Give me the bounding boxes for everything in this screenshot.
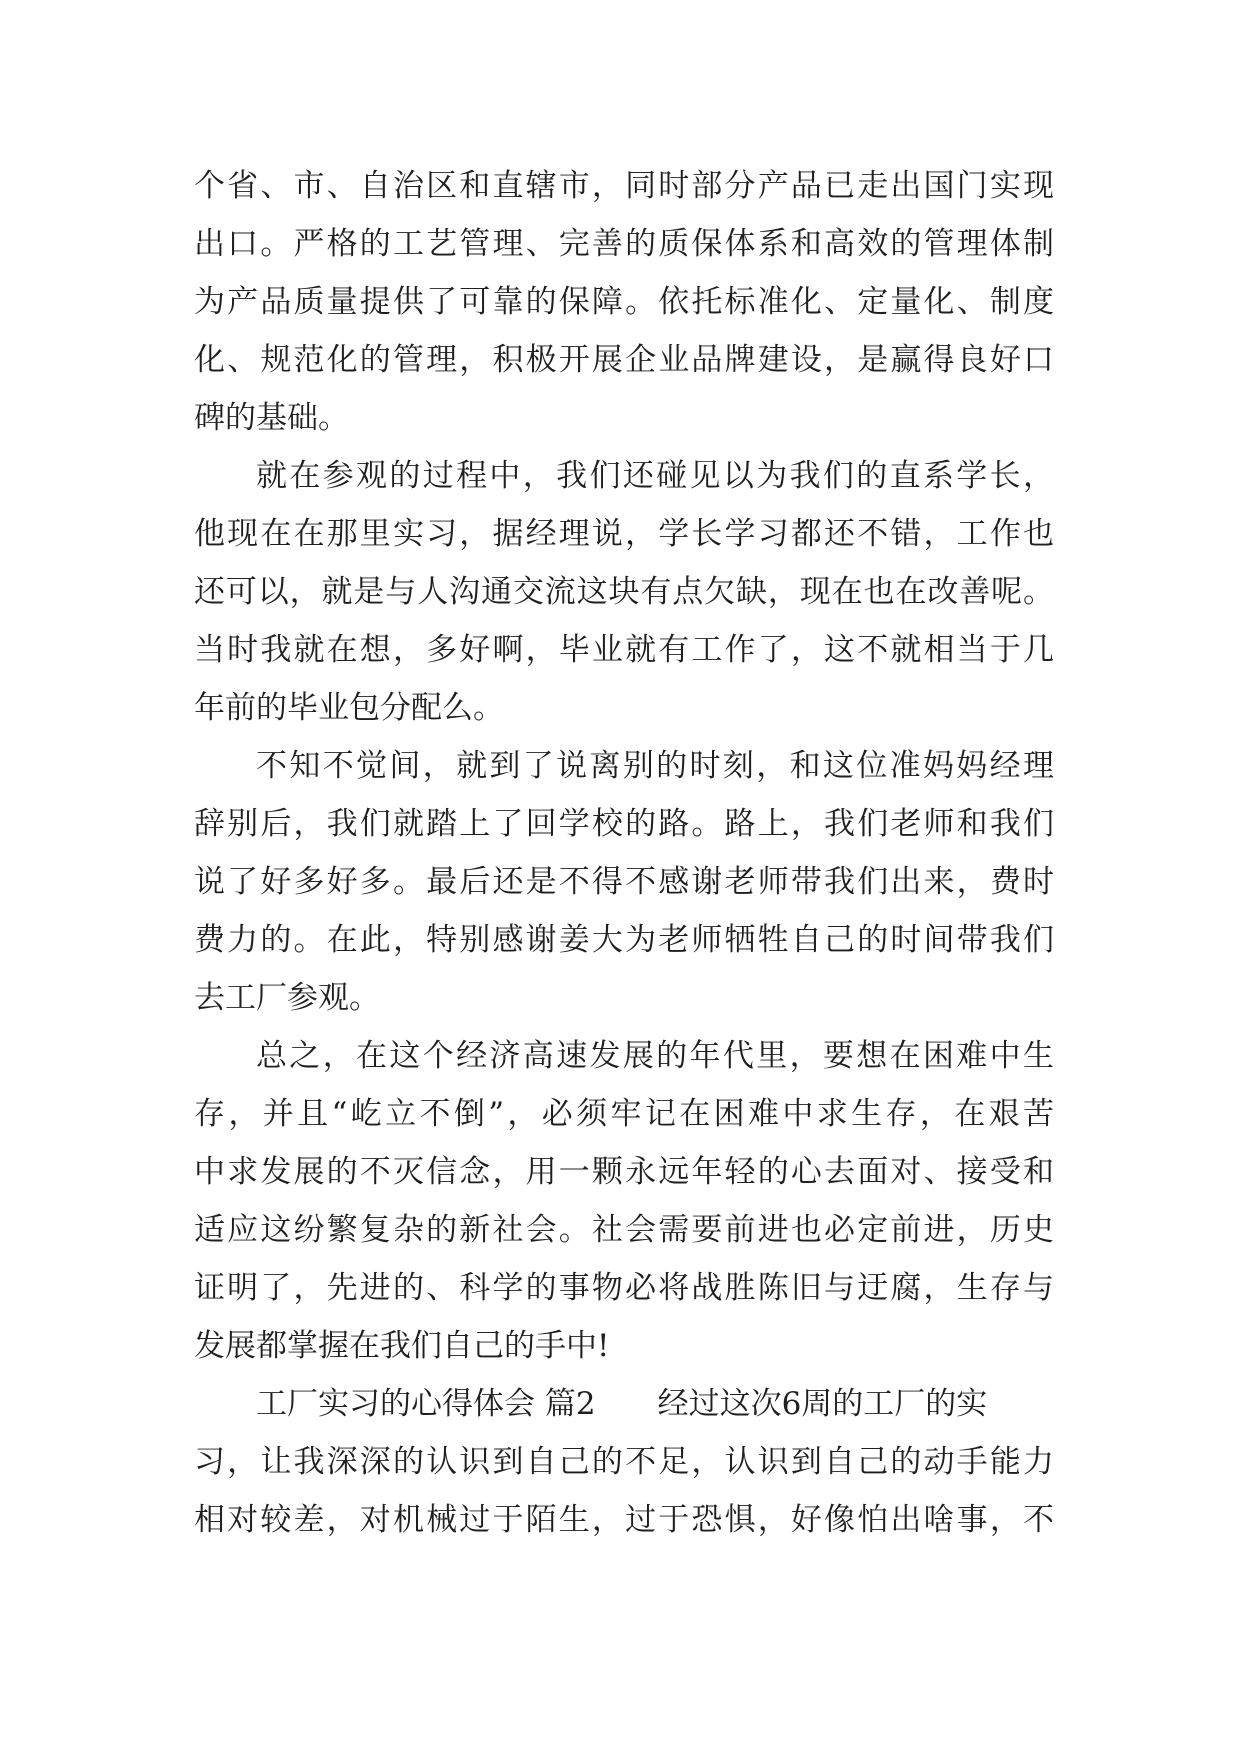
text-line: 去工厂参观。 <box>194 980 380 1016</box>
text-line: 个省、市、自治区和直辖市，同时部分产品已走出国门实现 <box>194 168 1054 204</box>
text-line: 还可以，就是与人沟通交流这块有点欠缺，现在也在改善呢。 <box>194 574 1054 610</box>
paragraph-first-line: 工厂实习的心得体会 篇2 经过这次6周的工厂的实 <box>256 1386 988 1422</box>
text-line: 当时我就在想，多好啊，毕业就有工作了，这不就相当于几 <box>194 632 1054 668</box>
text-line: 他现在在那里实习，据经理说，学长学习都还不错，工作也 <box>194 516 1054 552</box>
paragraph-first-line: 不知不觉间，就到了说离别的时刻，和这位准妈妈经理 <box>256 748 1054 784</box>
text-line: 碑的基础。 <box>194 400 349 436</box>
text-line: 存，并且“屹立不倒”，必须牢记在困难中求生存，在艰苦 <box>194 1096 1054 1132</box>
text-line: 习，让我深深的认识到自己的不足，认识到自己的动手能力 <box>194 1444 1054 1480</box>
text-line: 辞别后，我们就踏上了回学校的路。路上，我们老师和我们 <box>194 806 1054 842</box>
text-line: 年前的毕业包分配么。 <box>194 690 504 726</box>
text-line: 化、规范化的管理，积极开展企业品牌建设，是赢得良好口 <box>194 342 1054 378</box>
text-line: 证明了，先进的、科学的事物必将战胜陈旧与迂腐，生存与 <box>194 1270 1054 1306</box>
text-line: 费力的。在此，特别感谢姜大为老师牺牲自己的时间带我们 <box>194 922 1054 958</box>
text-line: 适应这纷繁复杂的新社会。社会需要前进也必定前进，历史 <box>194 1212 1054 1248</box>
text-line: 出口。严格的工艺管理、完善的质保体系和高效的管理体制 <box>194 226 1054 262</box>
text-line: 相对较差，对机械过于陌生，过于恐惧，好像怕出啥事，不 <box>194 1502 1054 1538</box>
text-line: 说了好多好多。最后还是不得不感谢老师带我们出来，费时 <box>194 864 1054 900</box>
text-line: 中求发展的不灭信念，用一颗永远年轻的心去面对、接受和 <box>194 1154 1054 1190</box>
paragraph-first-line: 总之，在这个经济高速发展的年代里，要想在困难中生 <box>256 1038 1054 1074</box>
paragraph-first-line: 就在参观的过程中，我们还碰见以为我们的直系学长， <box>256 458 1054 494</box>
text-line: 发展都掌握在我们自己的手中! <box>194 1328 610 1364</box>
text-line: 为产品质量提供了可靠的保障。依托标准化、定量化、制度 <box>194 284 1054 320</box>
